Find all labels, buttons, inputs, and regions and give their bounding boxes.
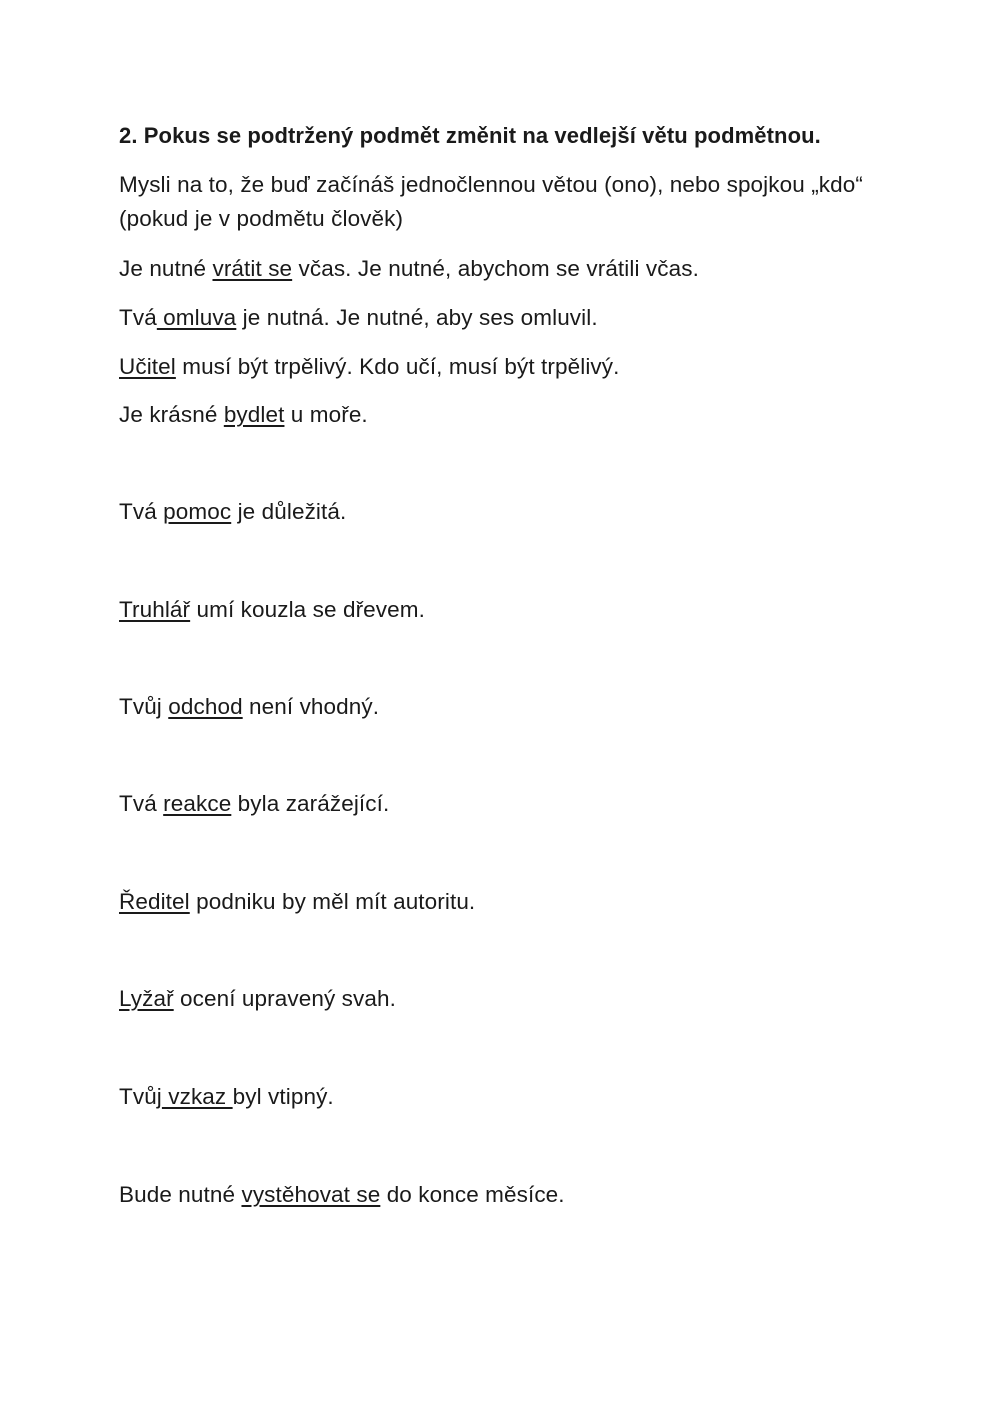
sentence-text: podniku by měl mít autoritu. bbox=[189, 889, 476, 914]
sentence-text: Tvá bbox=[119, 791, 164, 816]
sentence-text: ocení upravený svah. bbox=[173, 986, 396, 1011]
underlined-subject: odchod bbox=[168, 694, 243, 719]
sentence-text: Je nutné bbox=[119, 256, 213, 281]
sentence-text: umí kouzla se dřevem. bbox=[190, 597, 425, 622]
underlined-subject: vrátit se bbox=[212, 256, 293, 281]
underlined-subject: vzkaz bbox=[161, 1084, 233, 1109]
sentence-text: není vhodný. bbox=[242, 694, 380, 719]
underlined-subject: Lyžař bbox=[119, 986, 174, 1011]
underlined-subject: Učitel bbox=[119, 354, 176, 379]
sentence-text: je důležitá. bbox=[231, 499, 347, 524]
underlined-subject: vystěhovat se bbox=[241, 1182, 381, 1207]
sentence-text: Tvůj bbox=[119, 694, 169, 719]
exercise-instruction: Mysli na to, že buď začínáš jednočlennou větou (ono), nebo spojkou „kdo“ (pokud je v podmětu člověk) bbox=[119, 172, 863, 231]
underlined-subject: pomoc bbox=[163, 499, 232, 524]
sentence-4 bbox=[119, 401, 368, 429]
sentence-text: Bude nutné bbox=[119, 1182, 242, 1207]
sentence-3 bbox=[119, 353, 619, 381]
sentence-7 bbox=[119, 693, 379, 721]
sentence-5 bbox=[119, 498, 346, 526]
sentence-10 bbox=[119, 985, 396, 1013]
sentence-text: do konce měsíce. bbox=[380, 1182, 565, 1207]
sentence-text: Je krásné bbox=[119, 402, 224, 427]
underlined-subject: Truhlář bbox=[119, 597, 191, 622]
sentence-text: Tvůj bbox=[119, 1084, 162, 1109]
underlined-subject: reakce bbox=[163, 791, 232, 816]
sentence-text: byl vtipný. bbox=[232, 1084, 334, 1109]
sentence-text: musí být trpělivý. Kdo učí, musí být trpělivý. bbox=[175, 354, 620, 379]
sentence-2 bbox=[119, 304, 598, 332]
sentence-11 bbox=[119, 1083, 334, 1111]
sentence-9 bbox=[119, 888, 475, 916]
underlined-subject: Ředitel bbox=[119, 889, 190, 914]
sentence-12 bbox=[119, 1181, 565, 1209]
sentence-1 bbox=[119, 255, 699, 283]
underlined-subject: omluva bbox=[156, 305, 237, 330]
sentence-text: byla zarážející. bbox=[231, 791, 390, 816]
sentence-text: je nutná. Je nutné, aby ses omluvil. bbox=[236, 305, 598, 330]
sentence-text: Tvá bbox=[119, 305, 157, 330]
exercise-heading: 2. Pokus se podtržený podmět změnit na vedlejší větu podmětnou. bbox=[119, 123, 821, 148]
underlined-subject: bydlet bbox=[223, 402, 285, 427]
sentence-text: Tvá bbox=[119, 499, 164, 524]
sentence-6 bbox=[119, 596, 425, 624]
sentence-text: u moře. bbox=[284, 402, 368, 427]
sentence-8 bbox=[119, 790, 389, 818]
sentence-text: včas. Je nutné, abychom se vrátili včas. bbox=[292, 256, 699, 281]
